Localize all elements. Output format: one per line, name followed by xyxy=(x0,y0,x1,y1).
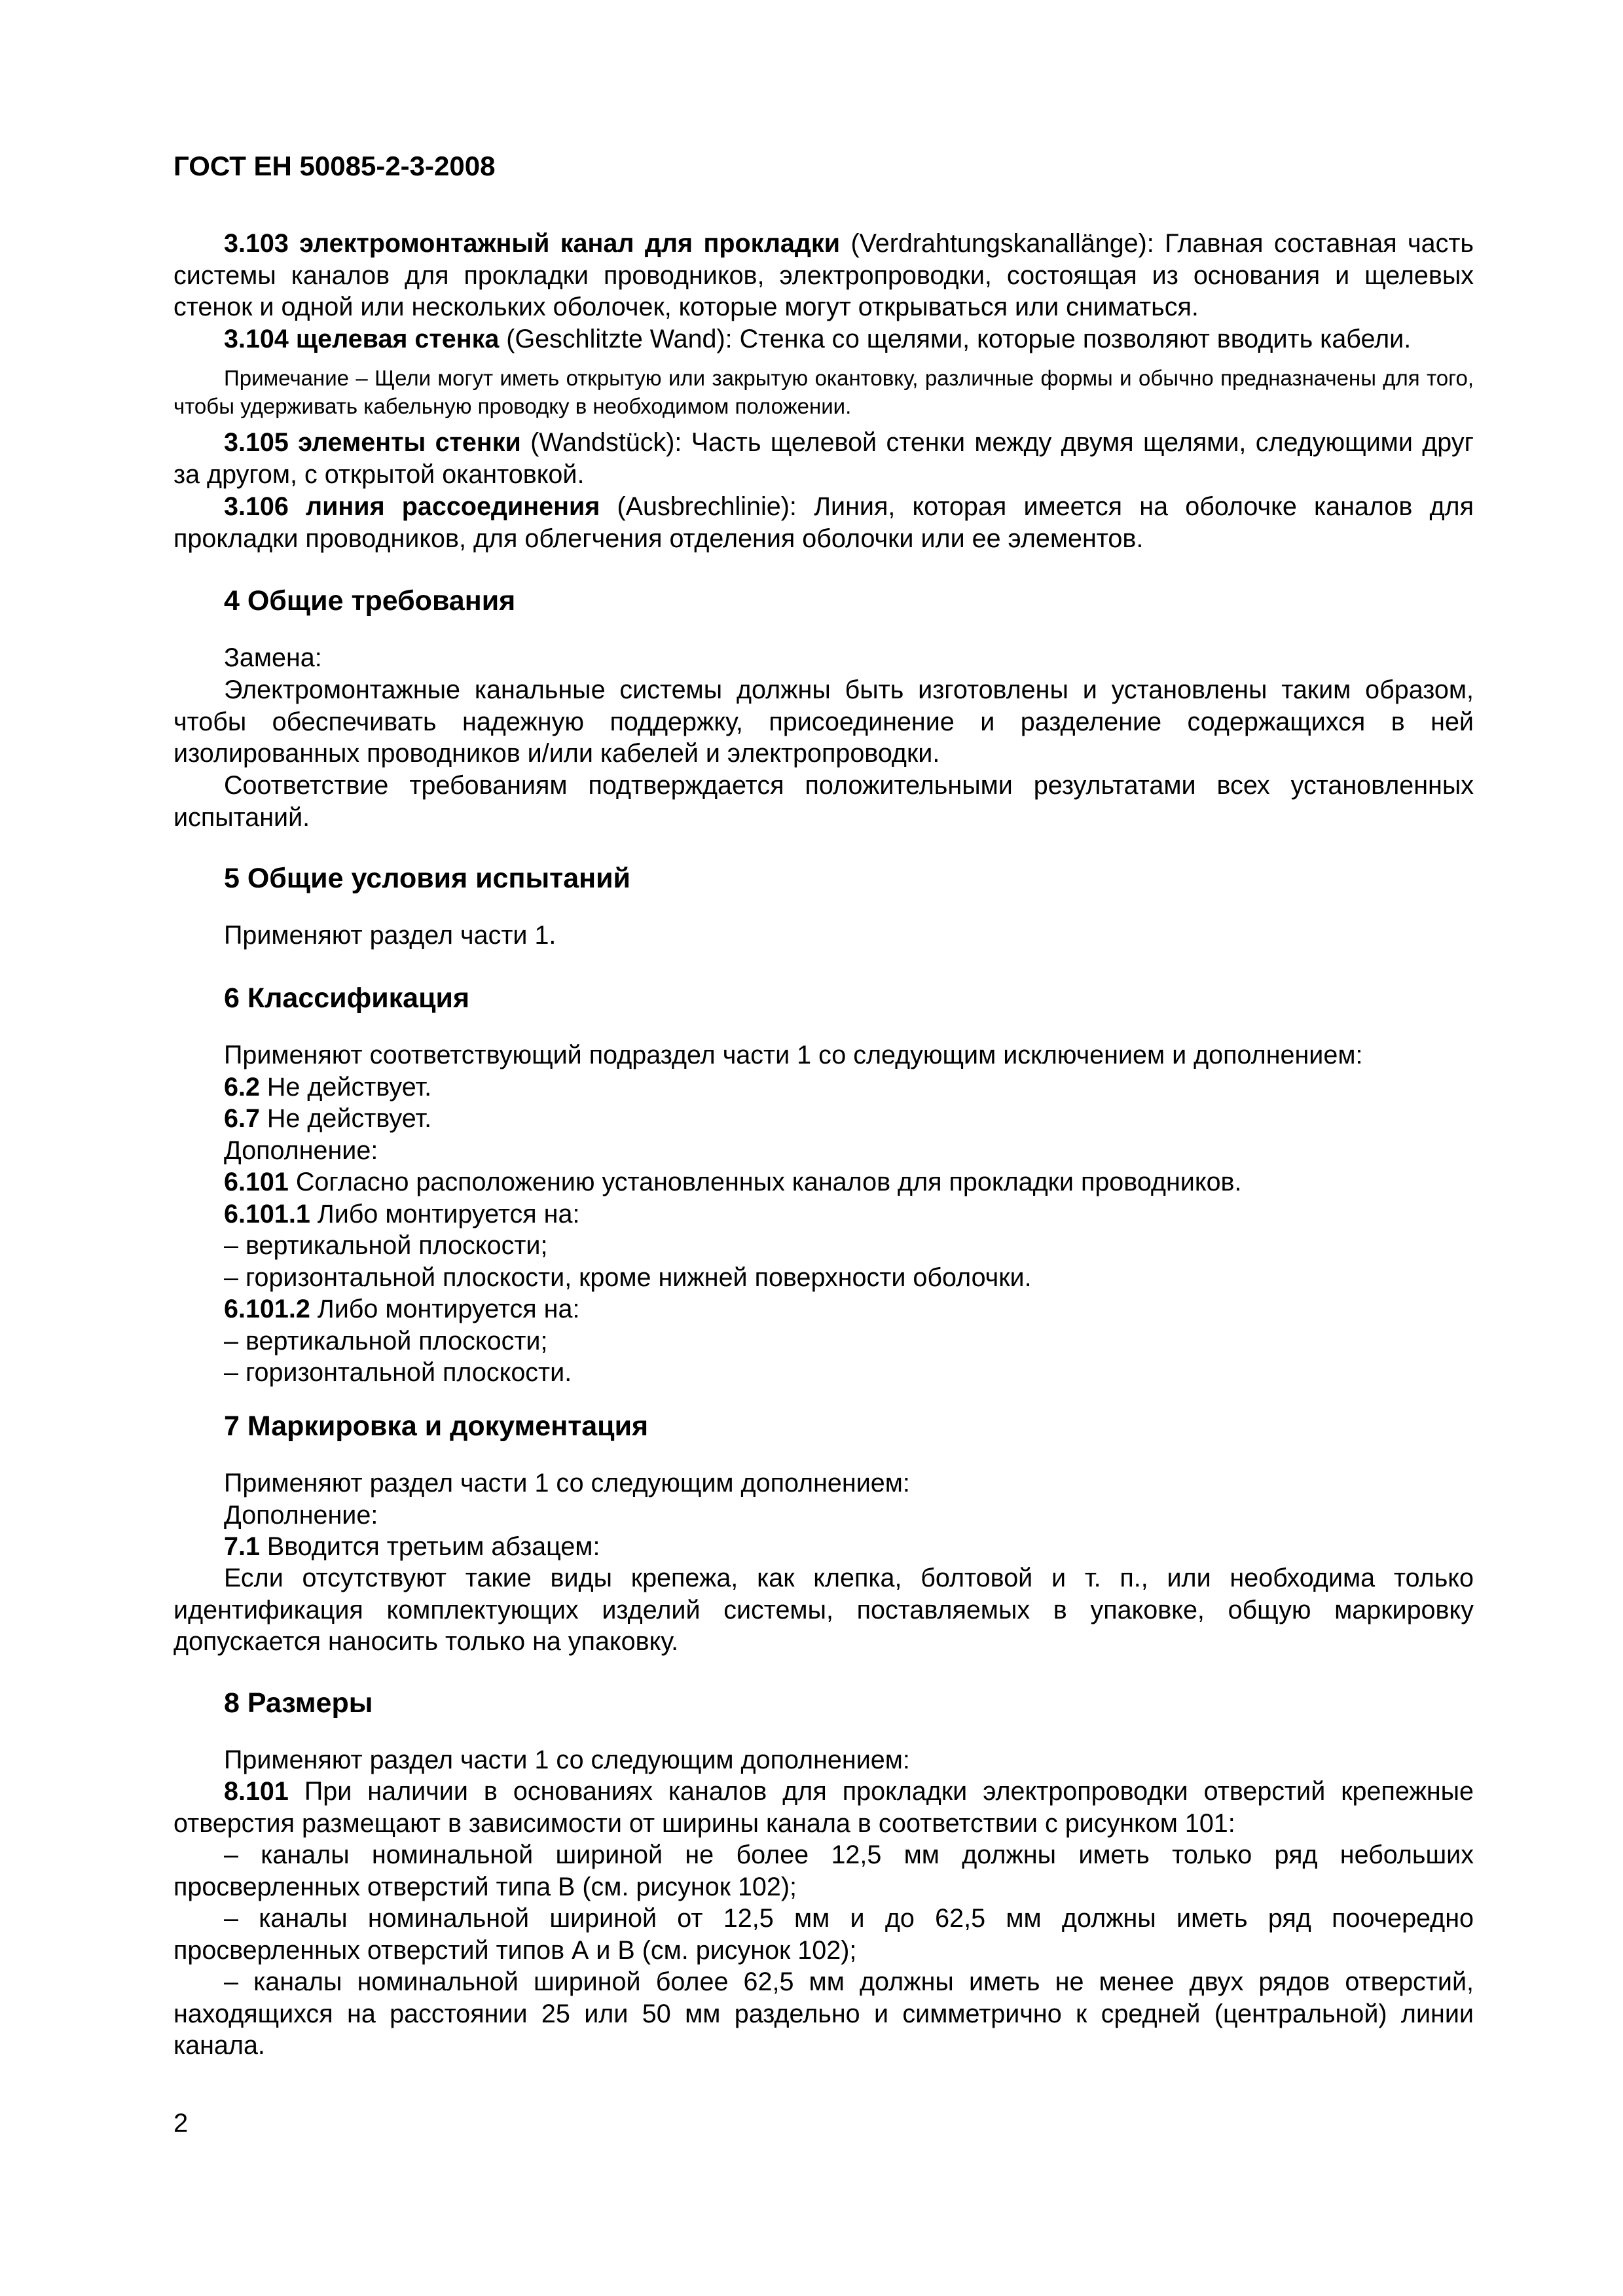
def-term: линия рассоединения xyxy=(306,492,600,521)
clause-6-2 xyxy=(224,1071,1524,1103)
s4-paragraph-1: Электромонтажные канальные системы должны быть изготовлены и установлены таким образом, чтобы обеспечивать надежную поддержку, присоединение и разделение содержащихся в ней изолированных проводников и/или кабелей и электропроводки. xyxy=(173,675,1474,768)
list-item: – горизонтальной плоскости. xyxy=(224,1358,572,1387)
s5-paragraph: Применяют раздел части 1. xyxy=(224,921,556,950)
section-7-heading: 7 Маркировка и документация xyxy=(224,1410,649,1442)
clause-text: Не действует. xyxy=(259,1104,432,1133)
clause-8-101 xyxy=(173,1776,1474,1839)
s7-content xyxy=(173,1467,1524,1563)
list-item: – каналы номинальной шириной от 12,5 мм и до 62,5 мм должны иметь ряд поочередно просверленных отверстий типов А и В (см. рисунок 102); xyxy=(173,1904,1474,1965)
list-item: – вертикальной плоскости; xyxy=(224,1326,548,1355)
def-number: 3.103 xyxy=(224,229,289,258)
def-number: 3.105 xyxy=(224,428,289,457)
clause-7-1 xyxy=(224,1531,1524,1563)
s6-addition-label: Дополнение: xyxy=(224,1136,378,1165)
s8-intro: Применяют раздел части 1 со следующим дополнением: xyxy=(224,1746,910,1774)
clause-text: Согласно расположению установленных каналов для прокладки проводников. xyxy=(288,1168,1242,1196)
document-page xyxy=(173,0,1474,2296)
def-text: (Geschlitzte Wand): Стенка со щелями, которые позволяют вводить кабели. xyxy=(499,325,1412,353)
list-item: – каналы номинальной шириной не более 12,5 мм должны иметь только ряд небольших просверленных отверстий типа В (см. рисунок 102); xyxy=(173,1840,1474,1901)
clause-number: 6.2 xyxy=(224,1072,260,1102)
clause-text: Не действует. xyxy=(259,1072,432,1102)
clause-number: 7.1 xyxy=(224,1532,260,1561)
clause-number: 6.101.1 xyxy=(224,1199,310,1229)
s4-replacement-label: Замена: xyxy=(224,643,322,672)
def-number: 3.104 xyxy=(224,325,289,353)
s7-paragraph: Если отсутствуют такие виды крепежа, как клепка, болтовой и т. п., или необходима только идентификация комплектующих изделий системы, поставляемых в упаковке, общую маркировку допускается наносить только на упаковку. xyxy=(173,1564,1474,1656)
def-term: щелевая стенка xyxy=(295,325,500,353)
def-number: 3.106 xyxy=(224,492,289,521)
clause-number: 8.101 xyxy=(224,1777,289,1806)
list-item: – каналы номинальной шириной более 62,5 мм должны иметь не менее двух рядов отверстий, находящихся на расстоянии 25 или 50 мм раздельно и симметрично к средней (центральной) линии канала. xyxy=(173,1967,1474,2060)
clause-text: Либо монтируется на: xyxy=(310,1199,580,1229)
s7-addition-label: Дополнение: xyxy=(224,1500,378,1530)
def-term: элементы стенки xyxy=(298,428,521,457)
s7-intro: Применяют раздел части 1 со следующим дополнением: xyxy=(224,1469,910,1498)
clause-number: 6.7 xyxy=(224,1104,260,1133)
section-8-heading: 8 Размеры xyxy=(224,1687,373,1719)
clause-number: 6.101.2 xyxy=(224,1295,310,1323)
definition-3-105 xyxy=(173,427,1474,490)
page-number: 2 xyxy=(173,2109,189,2138)
def-text: (Verdrahtungskanallänge): Главная составная часть системы каналов для прокладки проводников, электропроводки, состоящая из основания и щелевых стенок и одной или нескольких оболочек, которые могут открываться или сниматься. xyxy=(173,229,1474,321)
list-item: – горизонтальной плоскости, кроме нижней поверхности оболочки. xyxy=(224,1263,1032,1292)
clause-6-101-2 xyxy=(224,1293,1524,1325)
definition-3-103 xyxy=(173,228,1474,323)
definition-3-104 xyxy=(173,323,1474,355)
clause-text: Либо монтируется на: xyxy=(310,1295,580,1323)
note-paragraph: Примечание – Щели могут иметь открытую или закрытую окантовку, различные формы и обычно предназначены для того, чтобы удерживать кабельную проводку в необходимом положении. xyxy=(173,366,1474,418)
s6-content xyxy=(173,1039,1524,1389)
definition-3-106 xyxy=(173,491,1474,554)
clause-6-101-1 xyxy=(224,1198,1524,1230)
clause-6-101 xyxy=(224,1166,1524,1198)
document-header: ГОСТ ЕН 50085-2-3-2008 xyxy=(173,151,496,181)
clause-6-7 xyxy=(224,1103,1524,1135)
clause-text: Вводится третьим абзацем: xyxy=(259,1532,600,1561)
def-text: (Wandstück): Часть щелевой стенки между двумя щелями, следующими друг за другом, с открытой окантовкой. xyxy=(173,428,1474,489)
clause-number: 6.101 xyxy=(224,1168,289,1196)
s4-paragraph-2: Соответствие требованиям подтверждается положительными результатами всех установленных испытаний. xyxy=(173,771,1474,832)
section-5-heading: 5 Общие условия испытаний xyxy=(224,863,630,894)
section-4-heading: 4 Общие требования xyxy=(224,585,516,617)
def-term: электромонтажный канал для прокладки xyxy=(299,229,841,258)
def-text: (Ausbrechlinie): Линия, которая имеется на оболочке каналов для прокладки проводников, для облегчения отделения оболочки или ее элементов. xyxy=(173,492,1474,553)
clause-text: При наличии в основаниях каналов для прокладки электропроводки отверстий крепежные отверстия размещают в зависимости от ширины канала в соответствии с рисунком 101: xyxy=(173,1777,1474,1838)
list-item: – вертикальной плоскости; xyxy=(224,1231,548,1260)
section-6-heading: 6 Классификация xyxy=(224,982,470,1014)
s6-intro: Применяют соответствующий подраздел части 1 со следующим исключением и дополнением: xyxy=(224,1041,1363,1069)
